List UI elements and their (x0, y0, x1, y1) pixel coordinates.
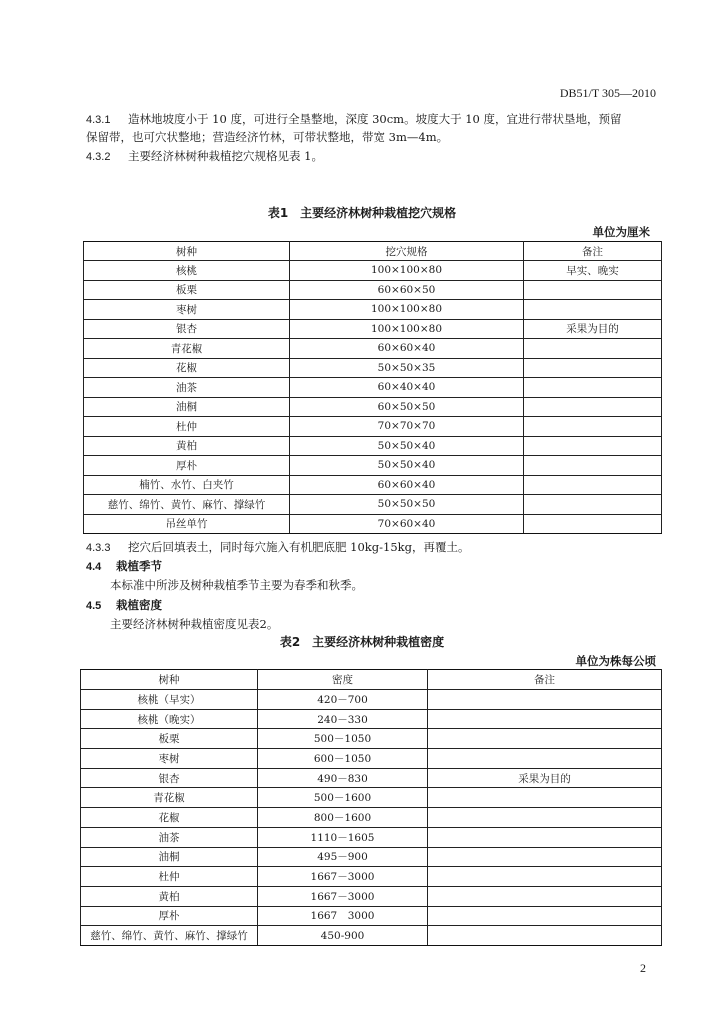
table-row (84, 280, 662, 300)
table-cell: 油茶 (81, 827, 258, 847)
table-cell: 杜仲 (81, 867, 258, 887)
column-header: 树种 (81, 670, 258, 690)
section-number: 4.5 (86, 600, 102, 612)
clause-number: 4.3.2 (86, 151, 111, 163)
clause-text: 造林地坡度小于 10 度，可进行全垦整地，深度 30cm。坡度大于 10 度，宜进行带状垦地，预留 (128, 112, 622, 126)
table-cell: 1667 3000 (258, 906, 428, 926)
clause-number: 4.3.1 (86, 114, 111, 126)
table-cell: 黄柏 (84, 436, 290, 456)
table-cell (524, 456, 662, 476)
table-cell: 板栗 (81, 729, 258, 749)
table1-caption: 表1 主要经济林树种栽植挖穴规格 (267, 206, 457, 220)
table-cell: 青花椒 (84, 339, 290, 359)
table-cell (524, 397, 662, 417)
section-number: 4.4 (86, 561, 102, 573)
table-cell (428, 729, 662, 749)
table-cell (524, 280, 662, 300)
table-row (81, 827, 662, 847)
table-cell (428, 926, 662, 946)
table-row (81, 808, 662, 828)
table-cell: 厚朴 (81, 906, 258, 926)
table-cell (428, 690, 662, 710)
table-cell: 黄柏 (81, 886, 258, 906)
table-cell: 采果为目的 (428, 768, 662, 788)
section-title: 栽植密度 (116, 598, 162, 612)
table-cell: 花椒 (81, 808, 258, 828)
table-header-row (81, 670, 662, 690)
table-cell: 吊丝单竹 (84, 514, 290, 534)
table-row (84, 261, 662, 281)
table-cell: 70×70×70 (290, 417, 524, 437)
table-row (81, 886, 662, 906)
table-cell (524, 436, 662, 456)
section-title: 栽植季节 (116, 559, 162, 573)
clause-4-3-1 (86, 110, 622, 129)
table-row (81, 867, 662, 887)
table-cell (428, 827, 662, 847)
table-cell: 油茶 (84, 378, 290, 398)
column-header: 备注 (524, 242, 662, 261)
table-cell: 1110－1605 (258, 827, 428, 847)
table-cell (524, 475, 662, 495)
clause-4-3-3 (86, 538, 469, 557)
table-cell: 450-900 (258, 926, 428, 946)
column-header: 密度 (258, 670, 428, 690)
column-header: 挖穴规格 (290, 242, 524, 261)
table-row (81, 926, 662, 946)
document-id: DB51/T 305—2010 (559, 86, 656, 100)
table-cell (524, 514, 662, 534)
table-cell: 60×60×50 (290, 280, 524, 300)
table-row (84, 417, 662, 437)
table-cell (524, 495, 662, 515)
table-cell: 1667－3000 (258, 867, 428, 887)
table-cell: 490－830 (258, 768, 428, 788)
table-cell (524, 300, 662, 320)
clause-text: 主要经济林树种栽植挖穴规格见表 1。 (128, 149, 323, 163)
table-cell (428, 906, 662, 926)
table-cell: 100×100×80 (290, 319, 524, 339)
table-cell (524, 417, 662, 437)
table-cell (428, 808, 662, 828)
table-cell: 青花椒 (81, 788, 258, 808)
table-row (84, 378, 662, 398)
table-cell: 核桃（早实） (81, 690, 258, 710)
page-number: 2 (640, 961, 646, 975)
table-row (84, 358, 662, 378)
table-cell: 油桐 (81, 847, 258, 867)
table-cell: 银杏 (84, 319, 290, 339)
table-cell: 楠竹、水竹、白夹竹 (84, 475, 290, 495)
table2-unit: 单位为株每公顷 (575, 654, 656, 668)
table-cell (524, 378, 662, 398)
clause-4-3-2 (86, 147, 323, 166)
table-cell: 60×50×50 (290, 397, 524, 417)
section-4-5-text: 主要经济林树种栽植密度见表2。 (110, 617, 279, 631)
table-cell: 800－1600 (258, 808, 428, 828)
table-cell: 500－1050 (258, 729, 428, 749)
table-cell (428, 847, 662, 867)
table-cell: 厚朴 (84, 456, 290, 476)
table-cell: 60×40×40 (290, 378, 524, 398)
table-cell: 100×100×80 (290, 300, 524, 320)
table-row (84, 495, 662, 515)
table1-unit: 单位为厘米 (592, 225, 650, 239)
clause-text: 挖穴后回填表土，同时每穴施入有机肥底肥 10kg-15kg，再覆土。 (128, 540, 470, 554)
table-row (81, 768, 662, 788)
table-cell: 50×50×50 (290, 495, 524, 515)
table-cell: 50×50×40 (290, 436, 524, 456)
section-4-4-heading (86, 557, 162, 576)
table-row (81, 690, 662, 710)
table-header-row (84, 242, 662, 261)
table-row (84, 475, 662, 495)
clause-4-3-1-continued: 保留带，也可穴状整地；营造经济竹林，可带状整地，带宽 3m—4m。 (86, 130, 449, 144)
table-cell: 600－1050 (258, 749, 428, 769)
table-cell: 核桃（晚实） (81, 709, 258, 729)
table-row (84, 319, 662, 339)
table-row (81, 709, 662, 729)
table-row (84, 397, 662, 417)
clause-number: 4.3.3 (86, 542, 111, 554)
table-cell: 枣树 (84, 300, 290, 320)
table-row (81, 729, 662, 749)
column-header: 树种 (84, 242, 290, 261)
table-cell: 采果为目的 (524, 319, 662, 339)
table-cell: 70×60×40 (290, 514, 524, 534)
table-cell: 花椒 (84, 358, 290, 378)
table-row (81, 847, 662, 867)
column-header: 备注 (428, 670, 662, 690)
table-cell (428, 867, 662, 887)
table-cell: 420－700 (258, 690, 428, 710)
table-cell: 银杏 (81, 768, 258, 788)
table-cell: 100×100×80 (290, 261, 524, 281)
section-4-4-text: 本标准中所涉及树种栽植季节主要为春季和秋季。 (110, 578, 363, 592)
table-row (84, 514, 662, 534)
table-cell: 油桐 (84, 397, 290, 417)
table-row (81, 906, 662, 926)
table-cell (428, 749, 662, 769)
table-cell (428, 788, 662, 808)
table-row (84, 339, 662, 359)
table2 (80, 669, 662, 946)
table1 (83, 241, 662, 534)
table-cell: 慈竹、绵竹、黄竹、麻竹、撑绿竹 (81, 926, 258, 946)
table-cell: 板栗 (84, 280, 290, 300)
table-cell: 早实、晚实 (524, 261, 662, 281)
section-4-5-heading (86, 596, 162, 615)
table-row (81, 749, 662, 769)
table-cell (428, 886, 662, 906)
table-cell: 枣树 (81, 749, 258, 769)
table-row (84, 300, 662, 320)
table-row (81, 788, 662, 808)
table-cell: 60×60×40 (290, 475, 524, 495)
table-cell: 慈竹、绵竹、黄竹、麻竹、撑绿竹 (84, 495, 290, 515)
table-cell: 50×50×35 (290, 358, 524, 378)
table-cell: 杜仲 (84, 417, 290, 437)
table-cell: 60×60×40 (290, 339, 524, 359)
table-cell (524, 358, 662, 378)
table-cell: 240－330 (258, 709, 428, 729)
table2-caption: 表2 主要经济林树种栽植密度 (279, 635, 445, 649)
table-cell: 核桃 (84, 261, 290, 281)
table-cell (428, 709, 662, 729)
table-row (84, 456, 662, 476)
table-cell: 50×50×40 (290, 456, 524, 476)
table-cell: 500－1600 (258, 788, 428, 808)
table-cell: 1667－3000 (258, 886, 428, 906)
table-cell (524, 339, 662, 359)
table-row (84, 436, 662, 456)
table-cell: 495－900 (258, 847, 428, 867)
